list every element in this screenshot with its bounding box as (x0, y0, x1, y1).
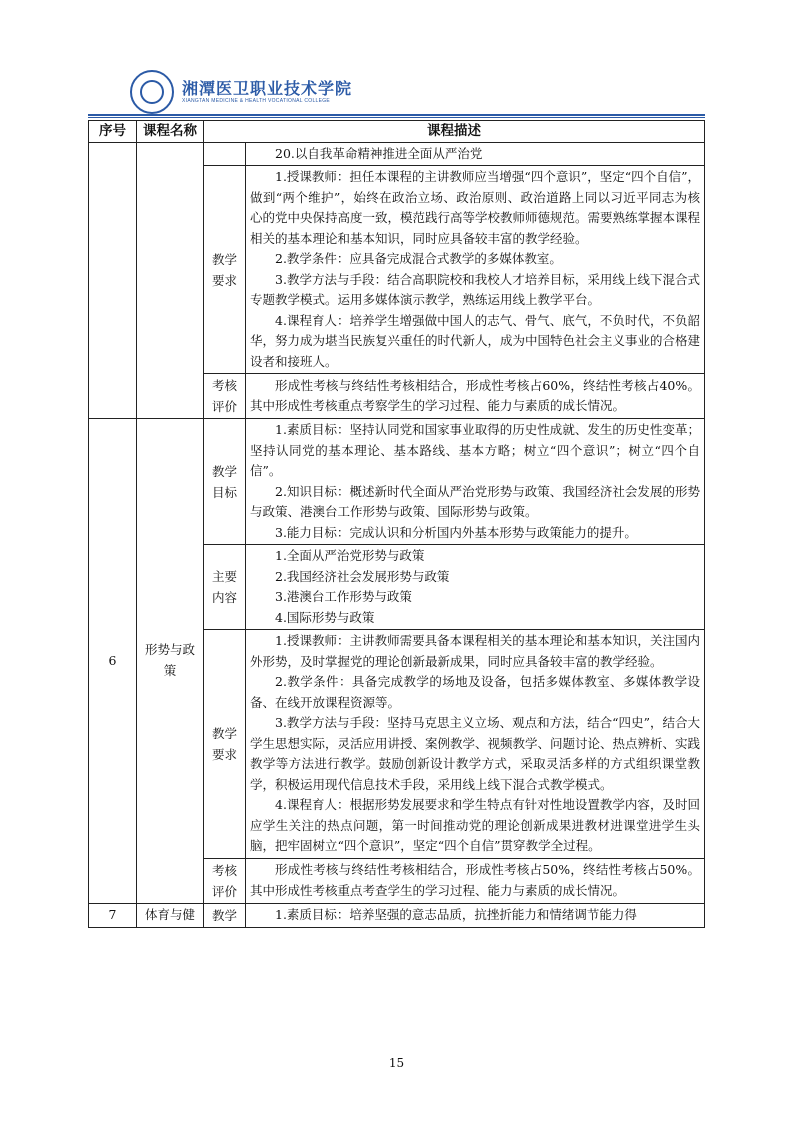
desc-para: 1.素质目标：培养坚强的意志品质，抗挫折能力和情绪调节能力得 (275, 906, 637, 922)
header-rule-thin (88, 117, 705, 118)
desc-cell (246, 630, 705, 859)
desc-cell (246, 166, 705, 374)
desc-para: 20.以自我革命精神推进全面从严治党 (275, 145, 483, 161)
table-row (89, 903, 705, 927)
num-cell-prev (89, 142, 137, 419)
table-header-row (89, 121, 705, 143)
section-label: 考核评价 (204, 374, 246, 419)
section-label: 教学 (204, 903, 246, 927)
desc-cell (246, 142, 705, 166)
table-row (89, 419, 705, 545)
section-label: 考核评价 (204, 858, 246, 903)
college-name-en: XIANGTAN MEDICINE & HEALTH VOCATIONAL COLLEGE (182, 97, 331, 104)
course-cell-prev (137, 142, 204, 419)
desc-cell (246, 903, 705, 927)
table-row (89, 142, 705, 166)
col-header-num: 序号 (89, 121, 137, 143)
section-label: 主要内容 (204, 545, 246, 630)
col-header-desc: 课程描述 (204, 121, 705, 143)
header-rule (88, 114, 705, 116)
desc-para: 2.教学条件：应具备完成混合式教学的多媒体教室。 (275, 251, 562, 266)
course-name: 体育与健 (137, 903, 204, 927)
desc-para: 1.授课教师：主讲教师需要具备本课程相关的基本理论和基本知识，关注国内外形势，及时掌握党的理论创新最新成果，同时应具备较丰富的教学经验。 (250, 633, 700, 669)
desc-para: 3.教学方法与手段：坚持马克思主义立场、观点和方法，结合“四史”，结合大学生思想实际，灵活应用讲授、案例教学、视频教学、问题讨论、热点辨析、实践教学等方法进行教学。鼓励创新设计教学方式，采取灵活多样的方式组织课堂教学，积极运用现代信息技术手段，采用线上线下混合式教学模式。 (250, 715, 701, 792)
desc-para: 4.课程育人：根据形势发展要求和学生特点有针对性地设置教学内容，及时回应学生关注的热点问题，第一时间推动党的理论创新成果进教材进课堂进学生头脑，把牢固树立“四个意识”，坚定“四个自信”贯穿教学全过程。 (250, 797, 700, 853)
desc-para: 2.我国经济社会发展形势与政策 (275, 568, 450, 584)
section-label: 教学目标 (204, 419, 246, 545)
course-name: 形势与政策 (137, 419, 204, 904)
desc-para: 4.国际形势与政策 (275, 609, 375, 625)
desc-cell (246, 419, 705, 545)
desc-para: 2.知识目标：概述新时代全面从严治党形势与政策、我国经济社会发展的形势与政策、港澳台工作形势与政策、国际形势与政策。 (250, 483, 700, 519)
college-logo-icon (130, 70, 174, 114)
desc-para: 2.教学条件：具备完成教学的场地及设备，包括多媒体教室、多媒体教学设备、在线开放课程资源等。 (250, 674, 700, 710)
section-label: 教学要求 (204, 166, 246, 374)
course-number: 7 (89, 903, 137, 927)
desc-para: 3.能力目标：完成认识和分析国内外基本形势与政策能力的提升。 (275, 524, 637, 540)
college-name (182, 80, 352, 105)
desc-para: 1.全面从严治党形势与政策 (275, 548, 425, 563)
page-number: 15 (388, 1056, 405, 1070)
desc-para: 3.港澳台工作形势与政策 (275, 589, 412, 604)
desc-cell (246, 374, 705, 419)
desc-para: 3.教学方法与手段：结合高职院校和我校人才培养目标，采用线上线下混合式专题教学模式。运用多媒体演示教学，熟练运用线上教学平台。 (250, 271, 700, 307)
desc-para: 形成性考核与终结性考核相结合，形成性考核占50%，终结性考核占50%。其中形成性考核重点考查学生的学习过程、能力与素质的成长情况。 (250, 862, 700, 898)
page-header (130, 70, 352, 114)
course-table (88, 120, 705, 928)
college-name-cn: 湘潭医卫职业技术学院 (182, 78, 353, 98)
desc-para: 1.授课教师：担任本课程的主讲教师应当增强“四个意识”，坚定“四个自信”，做到“两个维护”，始终在政治立场、政治原则、政治道路上同以习近平同志为核心的党中央保持高度一致，模范践行高等学校教师师德规范。需要熟练掌握本课程相关的基本理论和基本知识，同时应具备较丰富的教学经验。 (250, 169, 701, 246)
desc-para: 4.课程育人：培养学生增强做中国人的志气、骨气、底气，不负时代，不负韶华，努力成为堪当民族复兴重任的时代新人，成为中国特色社会主义事业的合格建设者和接班人。 (250, 312, 701, 369)
course-number: 6 (89, 419, 137, 904)
desc-para: 形成性考核与终结性考核相结合，形成性考核占60%，终结性考核占40%。其中形成性考核重点考察学生的学习过程、能力与素质的成长情况。 (250, 377, 700, 413)
desc-cell (246, 545, 705, 630)
section-cell-blank (204, 142, 246, 166)
desc-para: 1.素质目标：坚持认同党和国家事业取得的历史性成就、发生的历史性变革；坚持认同党的基本理论、基本路线、基本方略；树立“四个意识”；树立“四个自信”。 (250, 422, 700, 478)
section-label: 教学要求 (204, 630, 246, 859)
col-header-course: 课程名称 (137, 121, 204, 143)
desc-cell (246, 858, 705, 903)
